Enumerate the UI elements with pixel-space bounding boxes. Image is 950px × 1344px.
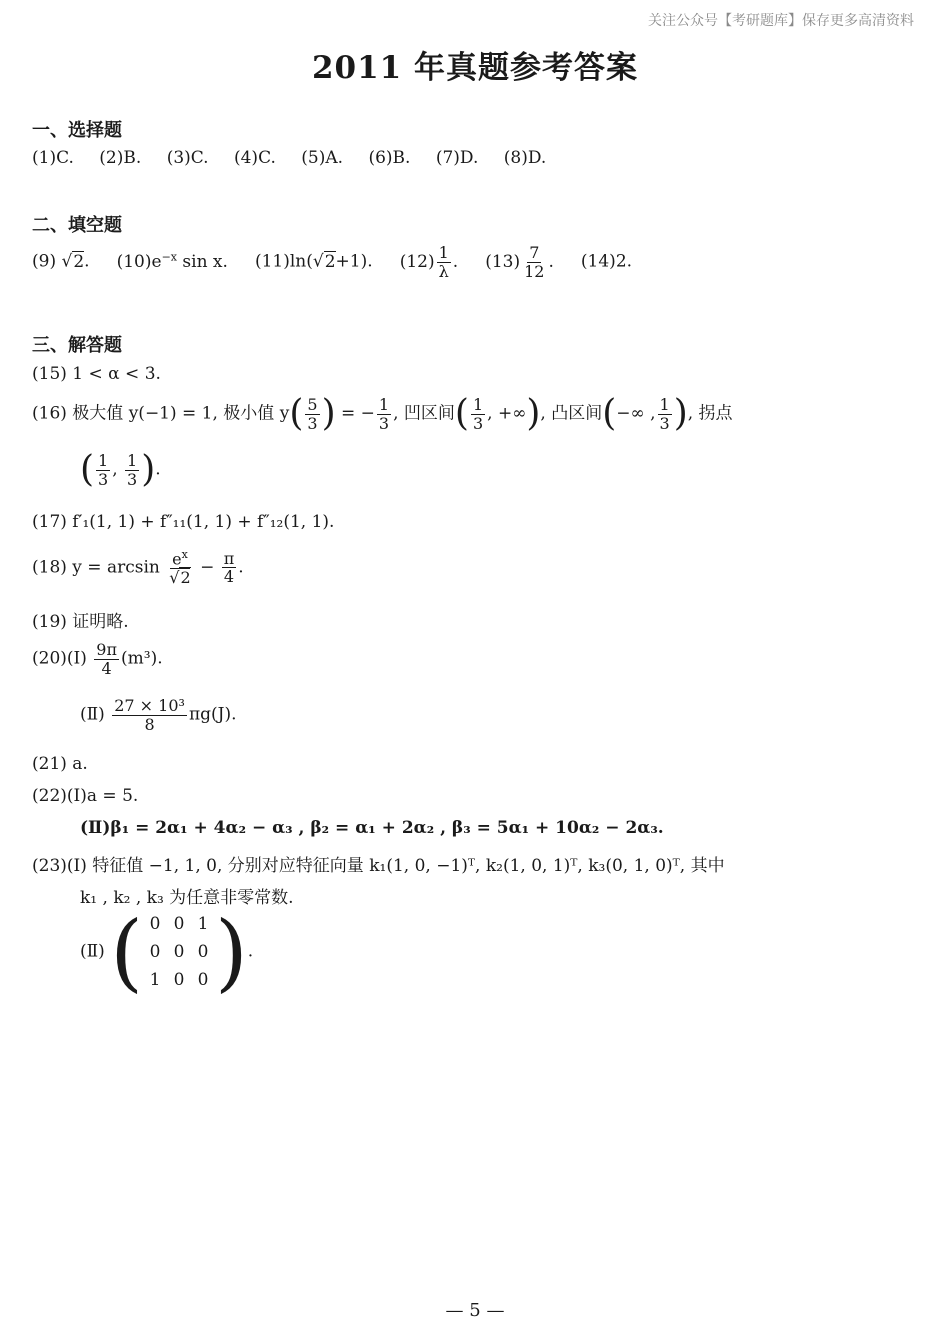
answer-22-1: (22)(Ⅰ)a = 5. [32,786,139,806]
fill-answers [32,244,632,280]
answer-13: (13) $\frac{7}{12}$ . [485,243,554,281]
answer-20-1: (20)(Ⅰ) $\frac{9\pi}{4}$ (m³). [32,640,163,678]
fraction: $\frac{1}{\lambda}$ [438,243,449,281]
choice-answer: (6)B. [368,148,411,168]
choice-answers [32,148,566,168]
answer-12: (12) $\frac{1}{\lambda}$ . [399,243,459,281]
answer-23-2: (Ⅱ) ( 0 0 1 0 0 0 1 0 0 ). [80,903,254,1001]
choice-answer: (4)C. [233,148,276,168]
choice-answer: (5)A. [301,148,344,168]
section-fill: 二、填空题 [32,215,122,236]
answer-16: (16) 极大值 y(−1) = 1, 极小值 y( $\frac{5}{3}$ ) = − $\frac{1}{3}$ , 凹区间( $\frac{1}{3}$ , +∞), 凸区间(−∞ , $\frac{1}{3}$ ), 拐点 [32,393,733,435]
choice-answer: (1)C. [32,148,74,168]
answer-15: (15) 1 < α < 3. [32,364,161,384]
page-title: 2011 年真题参考答案 [311,50,639,86]
choice-answer: (8)D. [503,148,547,168]
choice-answer: (2)B. [99,148,142,168]
section-choice: 一、选择题 [32,120,122,141]
answer-9: (9) √2. [32,251,90,272]
choice-answer: (3)C. [166,148,209,168]
matrix: 0 0 1 0 0 0 1 0 0 [149,914,209,990]
choice-answer: (7)D. [435,148,479,168]
fraction: $\frac{7}{12}$ [524,243,545,281]
answer-16-cont: ( $\frac{1}{3}$ , $\frac{1}{3}$ ). [80,449,161,491]
answer-20-2: (Ⅱ) $\frac{\text{27 × 10³}}{8}$ πg(J). [80,696,237,734]
watermark: 关注公众号【考研题库】保存更多高清资料 [648,13,914,29]
answer-11: (11)ln(√2+1). [254,251,373,272]
answer-21: (21) a. [32,754,88,774]
page-number: — 5 — [445,1300,505,1321]
answer-19: (19) 证明略. [32,612,129,632]
answer-22-2: (Ⅱ)β₁ = 2α₁ + 4α₂ − α₃ , β₂ = α₁ + 2α₂ , β₃ = 5α₁ + 10α₂ − 2α₃. [80,818,664,838]
answer-14: (14)2. [580,251,633,272]
answer-23-1-cont: k₁ , k₂ , k₃ 为任意非零常数. [80,888,294,908]
answer-17: (17) f′₁(1, 1) + f″₁₁(1, 1) + f″₁₂(1, 1). [32,512,335,532]
answer-18: (18) y = arcsin $\frac{e^x}{√2}$ − $\frac{\pi}{4}$ . [32,548,244,587]
answer-10: $(10)e^{-x}$ sin x. [116,249,228,272]
section-solve: 三、解答题 [32,335,122,356]
answer-23-1: (23)(Ⅰ) 特征值 −1, 1, 0, 分别对应特征向量 k₁(1, 0, −1)ᵀ, k₂(1, 0, 1)ᵀ, k₃(0, 1, 0)ᵀ, 其中 [32,856,725,876]
